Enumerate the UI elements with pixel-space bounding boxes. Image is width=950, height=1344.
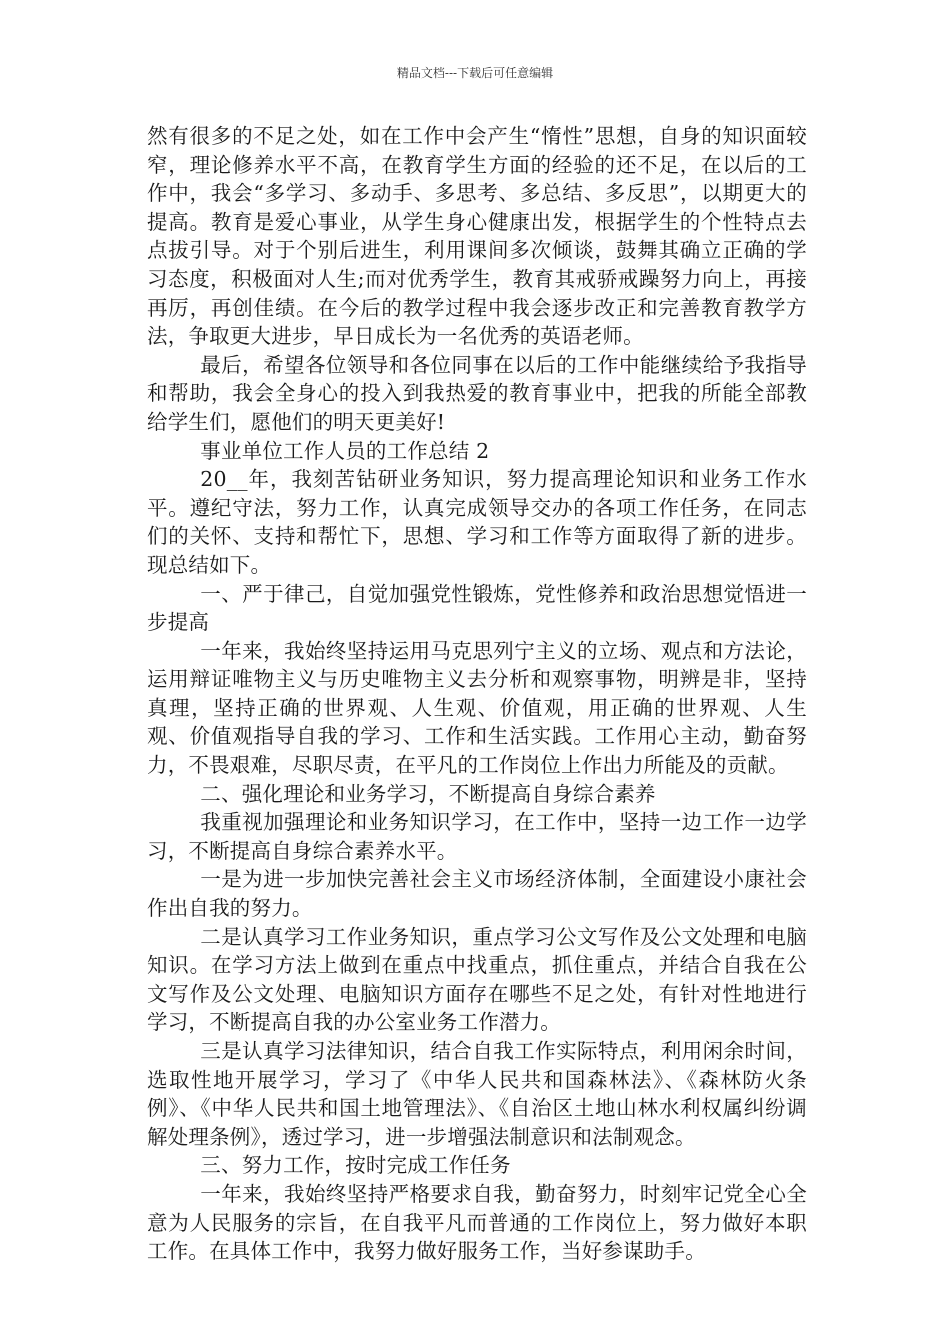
paragraph: 二是认真学习工作业务知识，重点学习公文写作及公文处理和电脑知识。在学习方法上做到在重点中找重点，抓住重点，并结合自我在公文写作及公文处理、电脑知识方面存在哪些不足之处，有针对性地进行学习，不断提高自我的办公室业务工作潜力。 [147, 924, 807, 1035]
paragraph: 20__年，我刻苦钻研业务知识，努力提高理论知识和业务工作水平。遵纪守法，努力工作，认真完成领导交办的各项工作任务，在同志们的关怀、支持和帮忙下，思想、学习和工作等方面取得了新的进步。现总结如下。 [147, 467, 807, 577]
paragraph: 事业单位工作人员的工作总结 2 [200, 438, 490, 463]
paragraph: 我重视加强理论和业务知识学习，在工作中，坚持一边工作一边学习，不断提高自身综合素养水平。 [147, 810, 807, 863]
paragraph: 一是为进一步加快完善社会主义市场经济体制，全面建设小康社会作出自我的努力。 [147, 867, 807, 921]
paragraph: 三、努力工作，按时完成工作任务 [200, 1153, 511, 1178]
paragraph: 一年来，我始终坚持运用马克思列宁主义的立场、观点和方法论，运用辩证唯物主义与历史唯物主义去分析和观察事物，明辨是非，坚持真理，坚持正确的世界观、人生观、价值观，用正确的世界观、人生观、价值观指导自我的学习、工作和生活实践。工作用心主动，勤奋努力，不畏艰难，尽职尽责，在平凡的工作岗位上作出力所能及的贡献。 [147, 638, 807, 778]
paragraph: 一、严于律己，自觉加强党性锻炼，党性修养和政治思想觉悟进一步提高 [147, 581, 807, 635]
document-body [147, 122, 807, 1266]
paragraph: 三是认真学习法律知识，结合自我工作实际特点，利用闲余时间，选取性地开展学习，学习了《中华人民共和国森林法》、《森林防火条例》、《中华人民共和国土地管理法》、《自治区土地山林水利权属纠纷调解处理条例》，透过学习，进一步增强法制意识和法制观念。 [147, 1039, 807, 1149]
page-header: 精品文档---下载后可任意编辑 [396, 66, 554, 80]
paragraph: 最后，希望各位领导和各位同事在以后的工作中能继续给予我指导和帮助，我会全身心的投入到我热爱的教育事业中，把我的所能全部教给学生们，愿他们的明天更美好! [147, 352, 807, 434]
paragraph: 一年来，我始终坚持严格要求自我，勤奋努力，时刻牢记党全心全意为人民服务的宗旨，在自我平凡而普通的工作岗位上，努力做好本职工作。在具体工作中，我努力做好服务工作，当好参谋助手。 [147, 1181, 807, 1264]
paragraph: 然有很多的不足之处，如在工作中会产生“惰性”思想，自身的知识面较窄，理论修养水平不高，在教育学生方面的经验的还不足，在以后的工作中，我会“多学习、多动手、多思考、多总结、多反思”，以期更大的提高。教育是爱心事业，从学生身心健康出发，根据学生的个性特点去点拔引导。对于个别后进生，利用课间多次倾谈，鼓舞其确立正确的学习态度，积极面对人生;而对优秀学生，教育其戒骄戒躁努力向上，再接再厉，再创佳绩。在今后的教学过程中我会逐步改正和完善教育教学方法，争取更大进步，早日成长为一名优秀的英语老师。 [147, 124, 807, 349]
paragraph: 二、强化理论和业务学习，不断提高自身综合素养 [200, 781, 656, 806]
